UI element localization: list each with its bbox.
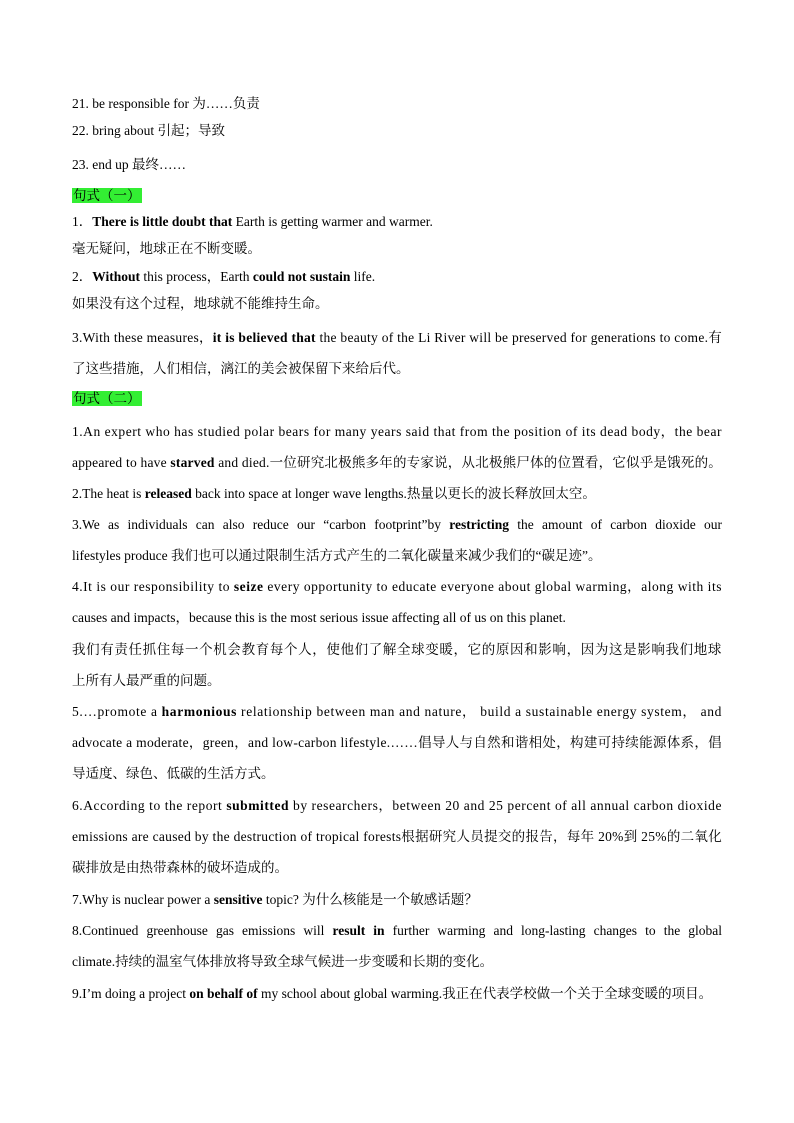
text-run: 2.The heat is: [72, 486, 145, 501]
line-text: [72, 671, 221, 691]
sentence-continuation-line: [72, 827, 722, 847]
text-run: and died.一位研究北极熊多年的专家说，从北极熊尸体的位置看，它似乎是饿死的。: [214, 455, 723, 470]
sentence-continuation-line: [72, 952, 493, 972]
line-text: [72, 984, 712, 1004]
section-heading-line: [72, 186, 142, 206]
key-phrase: on behalf of: [189, 986, 258, 1001]
sentence-line: [72, 890, 478, 910]
text-run: advocate a moderate，green，and low-carbon lifestyle.……倡导人与自然和谐相处，构建可持续能源体系，倡: [72, 735, 722, 750]
line-text: [72, 640, 722, 660]
text-run: every opportunity to educate everyone about global warming，along with its: [263, 579, 722, 594]
key-phrase: Without: [92, 269, 141, 284]
key-phrase: restricting: [449, 517, 509, 532]
line-text: [72, 764, 275, 784]
sentence-continuation-line: [72, 546, 601, 566]
text-run: by researchers，between 20 and 25 percent of all annual carbon dioxide: [289, 798, 722, 813]
key-phrase: seize: [233, 579, 264, 594]
text-run: the beauty of the Li River will be preserved for generations to come.有: [315, 330, 723, 345]
text-run: appeared to have: [72, 455, 171, 470]
sentence-continuation-line: [72, 239, 261, 259]
line-text: [72, 359, 410, 379]
sentence-line: [72, 577, 722, 597]
line-text: [72, 608, 566, 628]
key-phrase: released: [144, 486, 192, 501]
text-run: 5.…promote a: [72, 704, 162, 719]
text-run: 4.It is our responsibility to: [72, 579, 234, 594]
text-run: 导适度、绿色、低碳的生活方式。: [72, 766, 275, 781]
text-run: 碳排放是由热带森林的破坏造成的。: [72, 860, 288, 875]
sentence-line: [72, 484, 596, 504]
sentence-line: [72, 212, 433, 232]
text-run: further warming and long-lasting changes to the global: [384, 923, 722, 938]
text-run: lifestyles produce 我们也可以通过限制生活方式产生的二氧化碳量来减少我们的“碳足迹”。: [72, 548, 602, 563]
text-run: 2．: [72, 269, 93, 284]
text-run: emissions are caused by the destruction of tropical forests根据研究人员提交的报告，每年 20%到 25%的二氧化: [72, 829, 722, 844]
text-run: 23. end up 最终……: [72, 157, 186, 172]
key-phrase: submitted: [226, 798, 290, 813]
text-run: 毫无疑问，地球正在不断变暖。: [72, 241, 261, 256]
text-run: 如果没有这个过程，地球就不能维持生命。: [72, 296, 329, 311]
line-text: [72, 796, 722, 816]
text-run: Earth is getting warmer and warmer.: [232, 214, 433, 229]
sentence-line: [72, 921, 722, 941]
line-text: [72, 702, 722, 722]
line-text: [72, 94, 260, 114]
sentence-continuation-line: [72, 671, 221, 691]
text-run: 了这些措施，人们相信，漓江的美会被保留下来给后代。: [72, 361, 410, 376]
line-text: [72, 453, 722, 473]
text-run: 3.With these measures，: [72, 330, 213, 345]
phrase-item: [72, 155, 186, 175]
key-phrase: result in: [332, 923, 385, 938]
line-text: [72, 827, 722, 847]
section-heading: 句式（一）: [73, 188, 141, 203]
sentence-continuation-line: [72, 764, 275, 784]
line-text: [72, 484, 596, 504]
text-run: topic? 为什么核能是一个敏感话题？: [262, 892, 478, 907]
text-run: 3.We as individuals can also reduce our “carbon footprint”by: [72, 517, 450, 532]
line-text: [72, 546, 601, 566]
text-run: my school about global warming.我正在代表学校做一个关于全球变暖的项目。: [257, 986, 713, 1001]
line-text: [72, 858, 288, 878]
text-run: 1．: [72, 214, 93, 229]
sentence-continuation-line: [72, 294, 329, 314]
text-run: 9.I’m doing a project: [72, 986, 190, 1001]
line-text: [72, 422, 722, 442]
section-heading-line: [72, 389, 142, 409]
text-run: relationship between man and nature， build a sustainable energy system， and: [237, 704, 722, 719]
text-run: 22. bring about 引起；导致: [72, 123, 225, 138]
line-text: [72, 155, 186, 175]
sentence-continuation-line: [72, 608, 566, 628]
section-heading: 句式（二）: [73, 391, 141, 406]
phrase-item: [72, 121, 225, 141]
sentence-line: [72, 267, 375, 287]
sentence-line: [72, 702, 722, 722]
text-run: the amount of carbon dioxide our: [509, 517, 723, 532]
key-phrase: it is believed that: [212, 330, 316, 345]
sentence-line: [72, 422, 722, 442]
sentence-line: [72, 796, 722, 816]
text-run: climate.持续的温室气体排放将导致全球气候进一步变暖和长期的变化。: [72, 954, 494, 969]
text-run: 8.Continued greenhouse gas emissions will: [72, 923, 333, 938]
line-text: [72, 121, 225, 141]
sentence-continuation-line: [72, 733, 722, 753]
text-run: 7.Why is nuclear power a: [72, 892, 214, 907]
line-text: [72, 328, 722, 348]
text-run: back into space at longer wave lengths.热量以更长的波长释放回太空。: [191, 486, 596, 501]
text-run: causes and impacts，because this is the most serious issue affecting all of us on this planet.: [72, 610, 566, 625]
text-run: 21. be responsible for 为……负责: [72, 96, 260, 111]
key-phrase: could not sustain: [252, 269, 351, 284]
sentence-continuation-line: [72, 858, 288, 878]
sentence-continuation-line: [72, 453, 722, 473]
line-text: [72, 267, 375, 287]
line-text: [72, 515, 722, 535]
line-text: [72, 577, 722, 597]
sentence-line: [72, 328, 722, 348]
text-run: 我们有责任抓住每一个机会教育每个人，使他们了解全球变暖，它的原因和影响，因为这是影响我们地球: [72, 642, 722, 657]
text-run: this process，Earth: [140, 269, 253, 284]
sentence-continuation-line: [72, 359, 410, 379]
line-text: [72, 294, 329, 314]
line-text: [72, 952, 493, 972]
sentence-continuation-line: [72, 640, 722, 660]
text-run: 上所有人最严重的问题。: [72, 673, 221, 688]
sentence-line: [72, 984, 712, 1004]
sentence-line: [72, 515, 722, 535]
line-text: [72, 389, 142, 409]
text-run: life.: [350, 269, 376, 284]
key-phrase: harmonious: [161, 704, 238, 719]
line-text: [72, 239, 261, 259]
key-phrase: sensitive: [213, 892, 263, 907]
key-phrase: starved: [170, 455, 215, 470]
line-text: [72, 733, 722, 753]
line-text: [72, 186, 142, 206]
phrase-item: [72, 94, 260, 114]
key-phrase: There is little doubt that: [92, 214, 233, 229]
line-text: [72, 890, 478, 910]
line-text: [72, 212, 433, 232]
text-run: 1.An expert who has studied polar bears for many years said that from the position of its dead body，the bear: [72, 424, 722, 439]
line-text: [72, 921, 722, 941]
text-run: 6.According to the report: [72, 798, 227, 813]
